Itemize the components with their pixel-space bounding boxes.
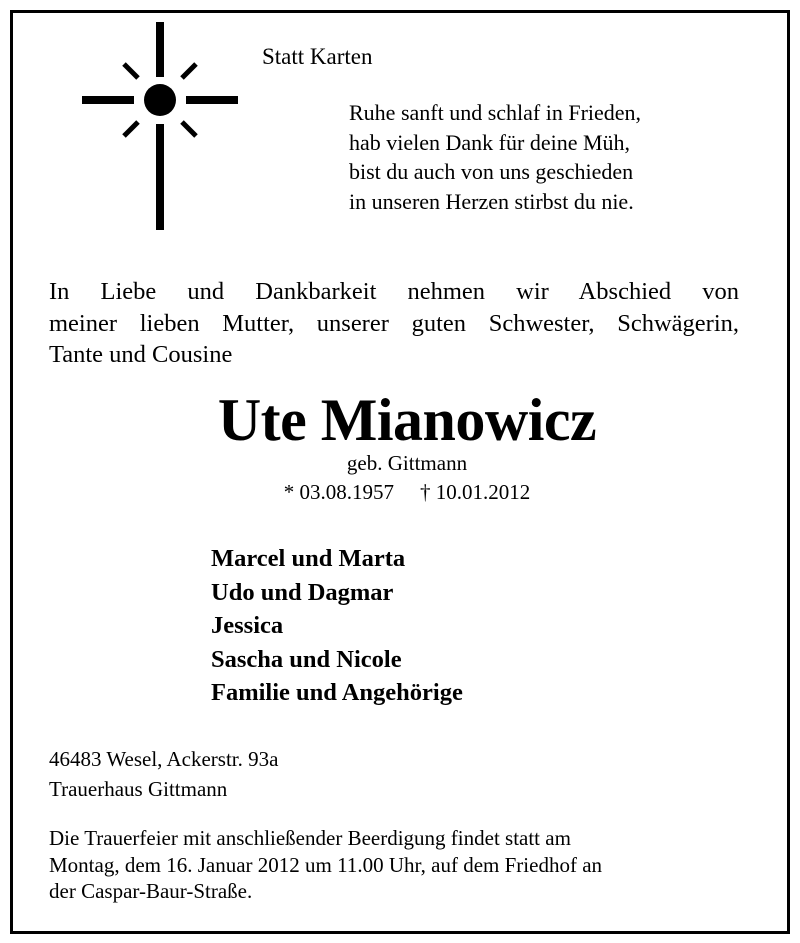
mourner-line: Sascha und Nicole	[211, 645, 402, 673]
intro-text	[49, 276, 739, 371]
mourner-line: Familie und Angehörige	[211, 679, 463, 706]
birth-date: * 03.08.1957	[283, 480, 394, 504]
intro-line: In Liebe und Dankbarkeit nehmen wir Abschied von	[49, 278, 739, 305]
poem	[349, 98, 641, 216]
poem-line: in unseren Herzen stirbst du nie.	[349, 188, 634, 214]
cross-sun-icon	[80, 22, 240, 230]
mourner-line: Udo und Dagmar	[211, 578, 394, 606]
notice-line: Die Trauerfeier mit anschließender Beerdigung findet statt am	[49, 826, 571, 850]
poem-line: Ruhe sanft und schlaf in Frieden,	[349, 100, 642, 125]
poem-line: bist du auch von uns geschieden	[349, 159, 634, 184]
mourner-line: Jessica	[211, 612, 284, 639]
address-line: Trauerhaus Gittmann	[49, 777, 228, 801]
funeral-notice	[49, 825, 602, 905]
mourners-list	[211, 542, 463, 710]
deceased-name: Ute Mianowicz	[217, 387, 597, 453]
notice-line: der Caspar-Baur-Straße.	[49, 879, 253, 903]
birth-name: geb. Gittmann	[346, 451, 468, 475]
poem-line: hab vielen Dank für deine Müh,	[349, 129, 631, 155]
address-block	[49, 744, 278, 804]
intro-line: meiner lieben Mutter, unserer guten Schwester, Schwägerin,	[49, 309, 739, 337]
mourner-line: Marcel und Marta	[211, 545, 406, 572]
notice-line: Montag, dem 16. Januar 2012 um 11.00 Uhr, auf dem Friedhof an	[49, 852, 603, 877]
statt-karten-label: Statt Karten	[262, 44, 373, 69]
death-date: † 10.01.2012	[420, 480, 531, 504]
intro-line: Tante und Cousine	[49, 341, 233, 368]
address-line: 46483 Wesel, Ackerstr. 93a	[49, 747, 279, 771]
life-dates	[0, 480, 800, 505]
